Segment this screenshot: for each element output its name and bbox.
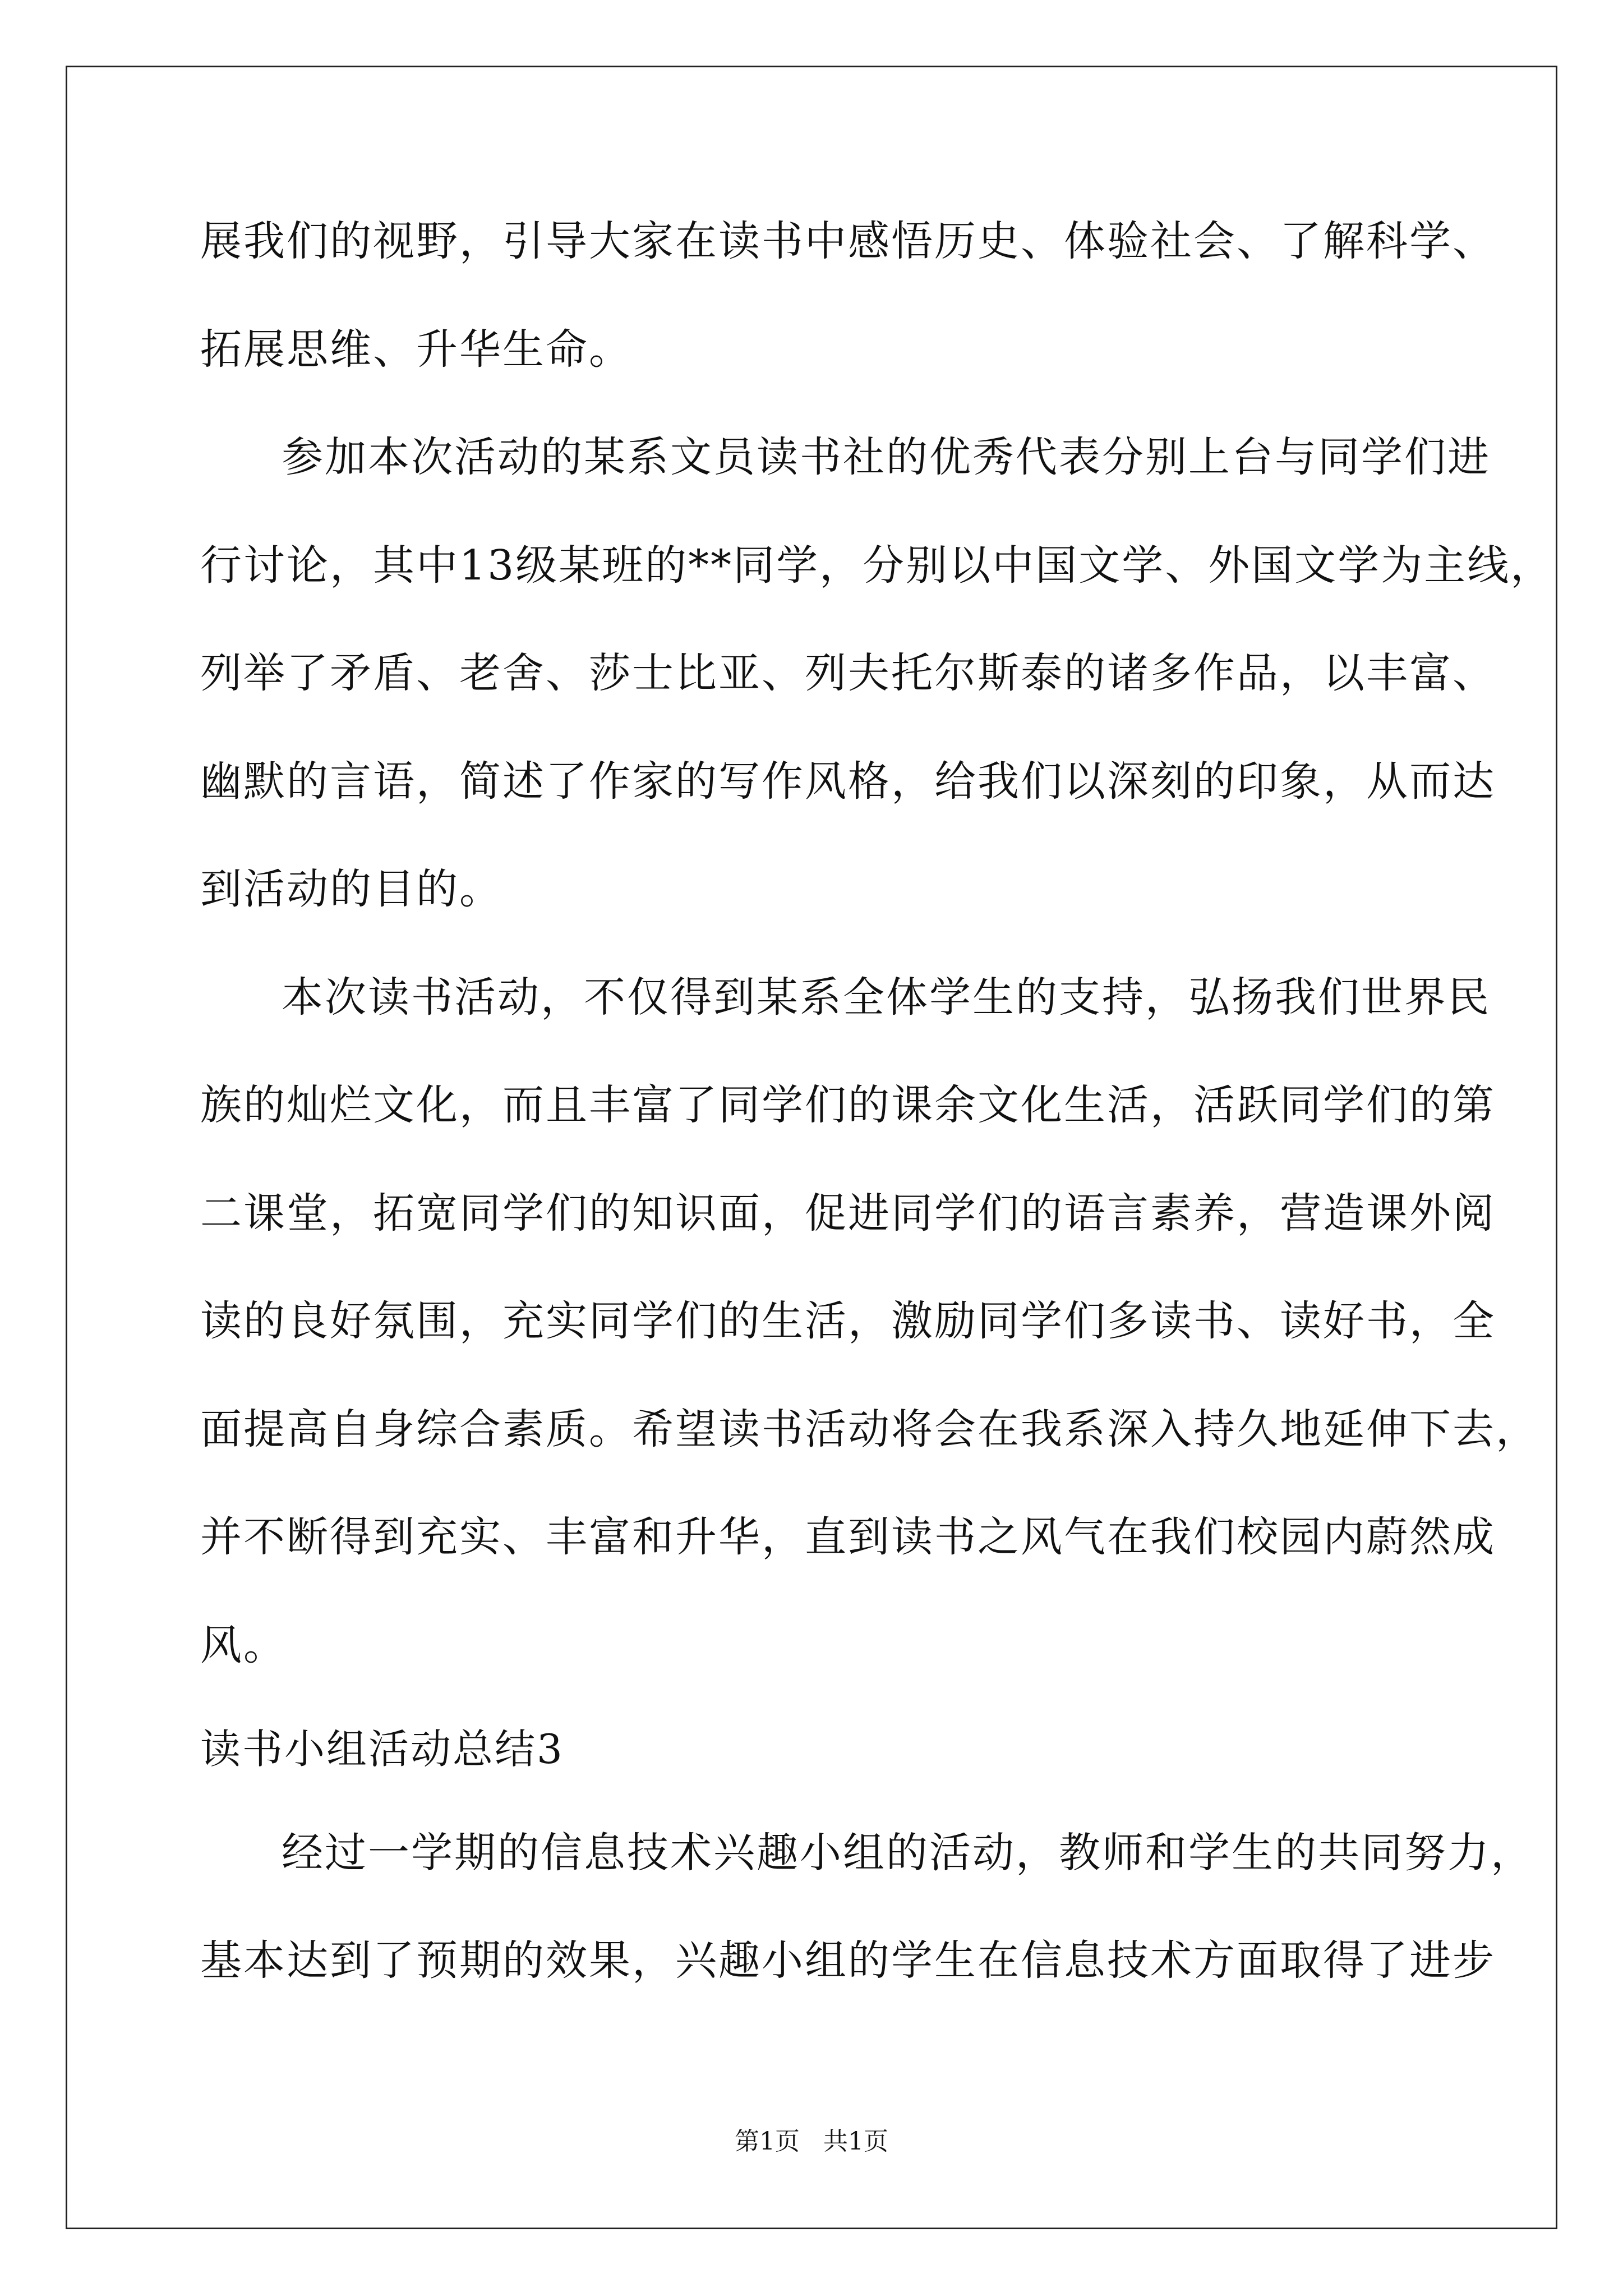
paragraph-line: 幽默的言语，简述了作家的写作风格，给我们以深刻的印象，从而达: [200, 757, 1496, 806]
paragraph-line: 拓展思维、升华生命。: [200, 325, 632, 374]
paragraph-line: 行讨论，其中13级某班的**同学，分别以中国文学、外国文学为主线，: [200, 541, 1554, 590]
paragraph-line: 二课堂，拓宽同学们的知识面，促进同学们的语言素养，营造课外阅: [200, 1189, 1496, 1237]
paragraph-line: 风。: [200, 1621, 287, 1669]
paragraph-line: 并不断得到充实、丰富和升华，直到读书之风气在我们校园内蔚然成: [200, 1513, 1496, 1561]
page-footer: 第1页 共1页: [735, 2127, 888, 2156]
section-heading: 读书小组活动总结3: [200, 1726, 564, 1773]
paragraph-line: 族的灿烂文化，而且丰富了同学们的课余文化生活，活跃同学们的第: [200, 1081, 1496, 1129]
paragraph-line: 到活动的目的。: [200, 865, 502, 913]
paragraph-line: 本次读书活动，不仅得到某系全体学生的支持，弘扬我们世界民: [282, 973, 1491, 1022]
paragraph-line: 展我们的视野，引导大家在读书中感悟历史、体验社会、了解科学、: [200, 217, 1496, 265]
paragraph-line: 列举了矛盾、老舍、莎士比亚、列夫托尔斯泰的诸多作品，以丰富、: [200, 649, 1496, 697]
page-border: [66, 66, 1557, 2229]
paragraph-line: 参加本次活动的某系文员读书社的优秀代表分别上台与同学们进: [282, 433, 1491, 481]
paragraph-line: 读的良好氛围，充实同学们的生活，激励同学们多读书、读好书，全: [200, 1297, 1496, 1345]
paragraph-line: 基本达到了预期的效果，兴趣小组的学生在信息技术方面取得了进步: [200, 1936, 1496, 1985]
paragraph-line: 经过一学期的信息技术兴趣小组的活动，教师和学生的共同努力，: [282, 1829, 1534, 1877]
paragraph-line: 面提高自身综合素质。希望读书活动将会在我系深入持久地延伸下去，: [200, 1405, 1539, 1453]
